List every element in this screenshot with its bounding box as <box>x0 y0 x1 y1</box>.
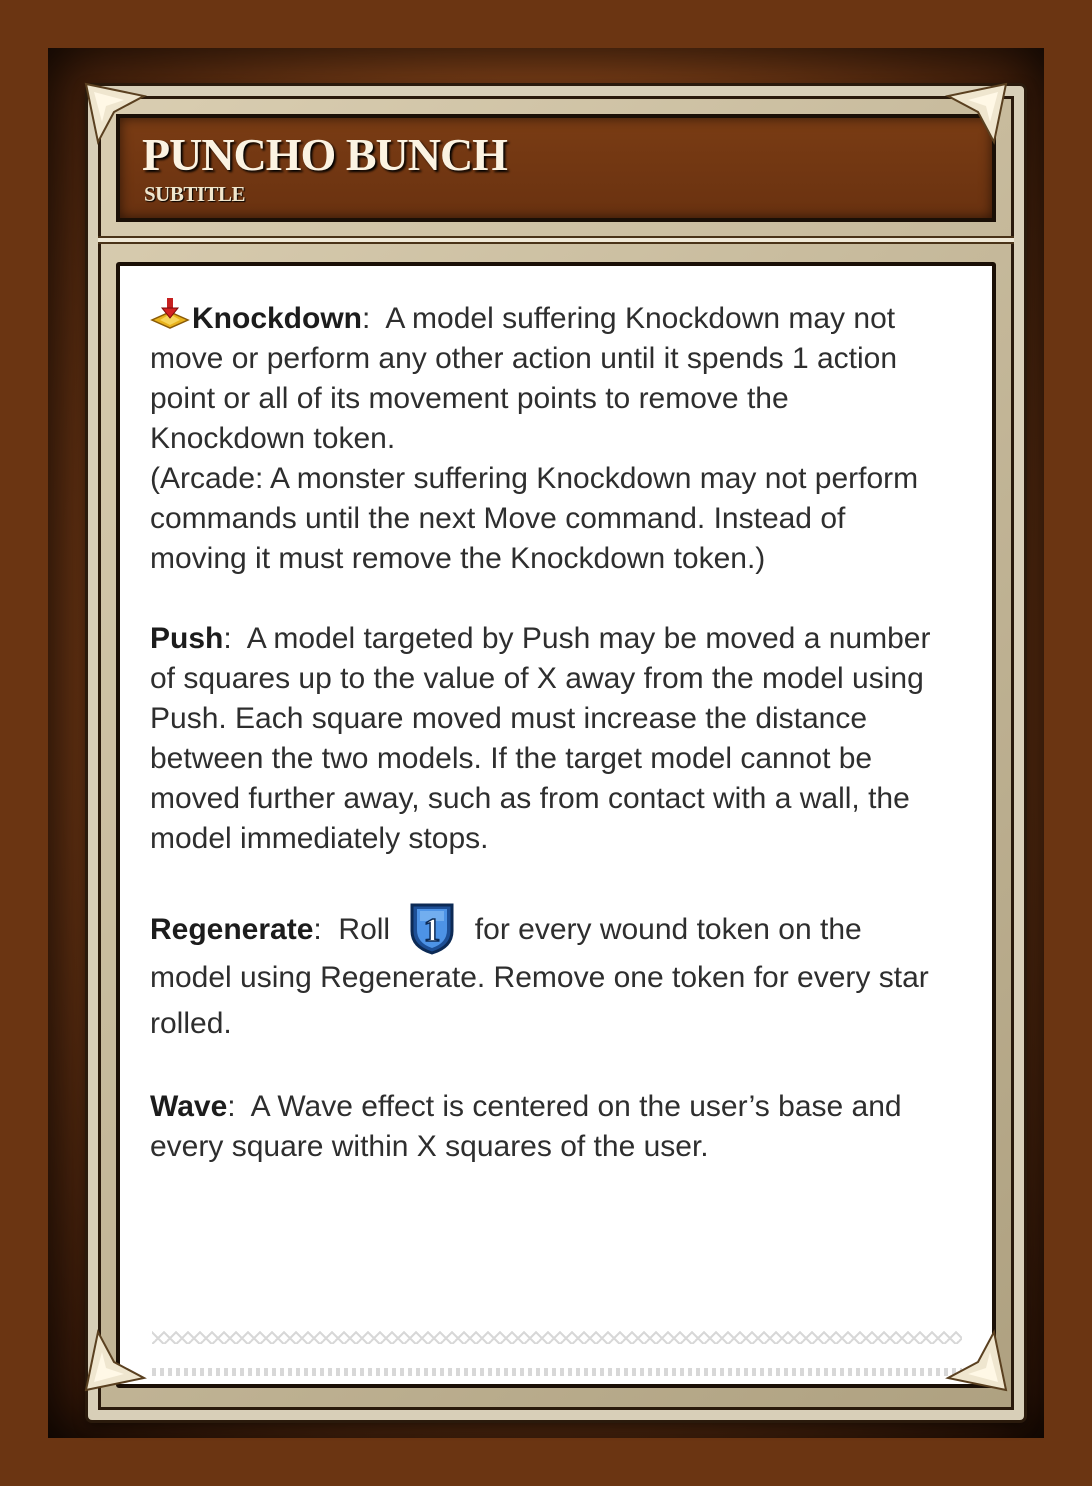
corner-ornament-icon <box>944 1328 1008 1392</box>
card-header <box>116 114 996 222</box>
decorative-border <box>152 1330 962 1344</box>
ability-name: Knockdown <box>192 302 362 335</box>
corner-ornament-icon <box>84 1328 148 1392</box>
ability-push: Push: A model targeted by Push may be moved a number of squares up to the value of X away from the model using Push. Each square moved must increase the distance between the two models. If the target model cannot be moved further away, such as from contact with a wall, the model immediately stops. <box>150 622 931 855</box>
die-value: 1 <box>423 912 441 949</box>
ability-knockdown: Knockdown: A model suffering Knockdown may not move or perform any other action until it spends 1 action point or all of its movement points to remove the Knockdown token. (Arcade: A monster suffering Knockdown may not perform commands until the next Move command. Instead of moving it must remove the Knockdown token.) <box>150 296 936 579</box>
game-card <box>48 48 1044 1438</box>
card-frame <box>88 86 1024 1420</box>
abilities-panel <box>116 262 996 1388</box>
knockdown-icon <box>150 296 190 330</box>
ability-name: Wave <box>150 1090 228 1123</box>
ability-text: A model targeted by Push may be moved a number of squares up to the value of X away from the model using Push. Each square moved must increase the distance between the two models. If the target model cannot be moved further away, such as from contact with a wall, the model immediately stops. <box>150 622 931 855</box>
card-title: PUNCHO BUNCH <box>142 129 507 180</box>
abilities-list <box>150 296 936 1207</box>
corner-ornament-icon <box>944 82 1008 146</box>
ability-name: Regenerate <box>150 913 314 946</box>
ability-text: A Wave effect is centered on the user’s base and every square within X squares of the user. <box>150 1090 902 1163</box>
decorative-border-bottom <box>152 1368 962 1376</box>
header-divider <box>98 236 1014 244</box>
ability-text-after: for every wound token on the model using Regenerate. Remove one token for every star rolled. <box>150 913 929 1040</box>
ability-text-before: Roll <box>338 913 391 946</box>
card-subtitle: SUBTITLE <box>144 182 246 206</box>
ability-arcade-text: (Arcade: A monster suffering Knockdown may not perform commands until the next Move command. Instead of moving it must remove the Knockdown token.) <box>150 462 919 575</box>
blue-die-icon <box>404 899 460 955</box>
ability-text: A model suffering Knockdown may not move or perform any other action until it spends 1 action point or all of its movement points to remove the Knockdown token. <box>150 302 898 455</box>
corner-ornament-icon <box>84 82 148 146</box>
ability-name: Push <box>150 622 224 655</box>
ability-wave: Wave: A Wave effect is centered on the user’s base and every square within X squares of the user. <box>150 1090 902 1163</box>
ability-regenerate: Regenerate: Roll 1 for every wound token on the model using Regenerate. Remove one token for every star rolled. <box>150 899 936 1047</box>
